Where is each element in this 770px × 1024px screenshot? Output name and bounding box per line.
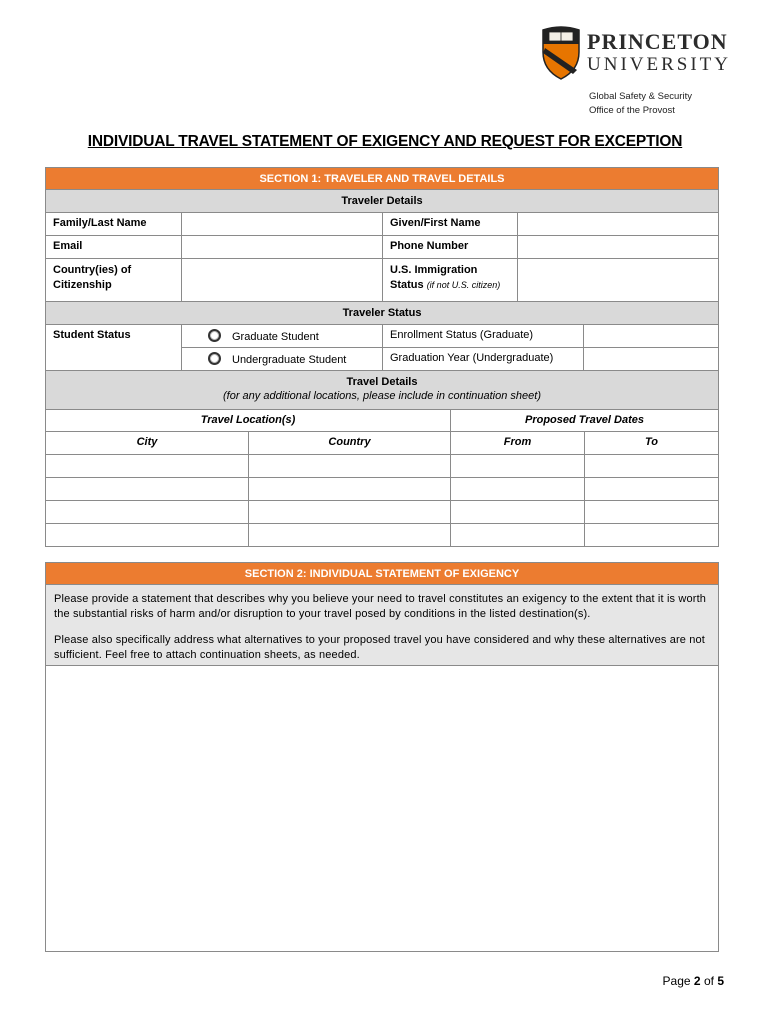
city-input[interactable]	[46, 524, 248, 546]
city-input[interactable]	[46, 478, 248, 500]
office-block	[589, 90, 692, 118]
instruction-paragraph-1: Please provide a statement that describes why you believe your need to travel constitutes an exigency to the extent that it is worth the substantial risks of harm and/or disruption to your travel posed by conditions in the listed destination(s).	[54, 593, 707, 620]
traveler-status-header: Traveler Status	[45, 302, 719, 325]
given-name-label: Given/First Name	[382, 213, 517, 235]
from-date-input[interactable]	[450, 501, 584, 523]
undergraduate-option-label: Undergraduate Student	[232, 354, 347, 366]
from-date-input[interactable]	[450, 455, 584, 477]
immigration-label	[382, 259, 517, 301]
section-2-instructions	[45, 585, 719, 666]
travel-row	[45, 478, 719, 501]
from-date-input[interactable]	[450, 478, 584, 500]
section-1-table	[45, 167, 719, 547]
travel-dates-header: Proposed Travel Dates	[450, 410, 718, 431]
family-name-input[interactable]	[181, 213, 382, 235]
city-column-header: City	[136, 436, 158, 448]
immigration-note: (if not U.S. citizen)	[426, 280, 501, 290]
country-input[interactable]	[248, 524, 450, 546]
family-name-label: Family/Last Name	[53, 217, 147, 229]
travel-details-header	[45, 371, 719, 410]
document-title: INDIVIDUAL TRAVEL STATEMENT OF EXIGENCY AND REQUEST FOR EXCEPTION	[87, 133, 683, 150]
exigency-statement-textarea[interactable]	[45, 666, 719, 952]
city-input[interactable]	[46, 501, 248, 523]
section-1-header: SECTION 1: TRAVELER AND TRAVEL DETAILS	[45, 167, 719, 190]
name-row	[45, 213, 719, 236]
travel-columns-group-row	[45, 410, 719, 432]
immigration-input[interactable]	[517, 259, 718, 301]
travel-row	[45, 501, 719, 524]
page-number	[663, 974, 724, 988]
travel-details-subtitle: (for any additional locations, please include in continuation sheet)	[223, 390, 541, 402]
graduate-option-label: Graduate Student	[232, 331, 319, 343]
enrollment-status-label: Enrollment Status (Graduate)	[382, 325, 583, 348]
office-line-2: Office of the Provost	[589, 105, 675, 116]
country-column-header: Country	[248, 432, 450, 454]
to-date-input[interactable]	[584, 524, 718, 546]
citizenship-row	[45, 259, 719, 302]
travel-columns-row	[45, 432, 719, 455]
from-date-input[interactable]	[450, 524, 584, 546]
given-name-input[interactable]	[517, 213, 718, 235]
to-date-input[interactable]	[584, 478, 718, 500]
immigration-label-line-1: U.S. Immigration	[390, 264, 478, 276]
page-total: 5	[717, 974, 724, 988]
section-2-table	[45, 562, 719, 952]
from-column-header: From	[450, 432, 584, 454]
page-current: 2	[693, 974, 701, 988]
travel-details-title: Travel Details	[346, 376, 418, 388]
email-label: Email	[53, 240, 83, 252]
contact-row	[45, 236, 719, 259]
country-input[interactable]	[248, 478, 450, 500]
section-2-header: SECTION 2: INDIVIDUAL STATEMENT OF EXIGENCY	[45, 562, 719, 585]
princeton-logo	[541, 26, 731, 84]
graduation-year-label: Graduation Year (Undergraduate)	[382, 348, 583, 370]
citizenship-label-line-2: Citizenship	[53, 279, 112, 291]
enrollment-status-input[interactable]	[583, 325, 718, 348]
to-column-header: To	[584, 432, 718, 454]
travel-row	[45, 524, 719, 547]
immigration-label-line-2: Status	[390, 279, 424, 291]
travel-locations-header: Travel Location(s)	[200, 414, 296, 426]
graduate-radio[interactable]	[208, 329, 221, 342]
graduation-year-input[interactable]	[583, 348, 718, 370]
graduate-option[interactable]	[181, 325, 382, 348]
undergraduate-option[interactable]	[181, 348, 382, 370]
travel-row	[45, 455, 719, 478]
office-line-1: Global Safety & Security	[589, 91, 692, 102]
email-input[interactable]	[181, 236, 382, 258]
to-date-input[interactable]	[584, 501, 718, 523]
citizenship-label	[46, 259, 181, 301]
page-prefix: Page	[662, 974, 691, 988]
princeton-shield-icon	[541, 26, 581, 80]
student-status-block	[45, 325, 719, 371]
city-input[interactable]	[46, 455, 248, 477]
citizenship-input[interactable]	[181, 259, 382, 301]
phone-label: Phone Number	[382, 236, 517, 258]
traveler-details-header: Traveler Details	[45, 190, 719, 213]
logo-wordmark-princeton: PRINCETON	[587, 29, 728, 54]
country-input[interactable]	[248, 455, 450, 477]
page-of: of	[703, 974, 714, 988]
to-date-input[interactable]	[584, 455, 718, 477]
student-status-label: Student Status	[53, 329, 131, 341]
country-input[interactable]	[248, 501, 450, 523]
citizenship-label-line-1: Country(ies) of	[53, 264, 132, 276]
undergraduate-radio[interactable]	[208, 352, 221, 365]
logo-wordmark-university: UNIVERSITY	[587, 54, 731, 75]
instruction-paragraph-2: Please also specifically address what alternatives to your proposed travel you have considered and why these alternatives are not sufficient. Feel free to attach continuation sheets, as needed.	[54, 634, 705, 661]
phone-input[interactable]	[517, 236, 718, 258]
